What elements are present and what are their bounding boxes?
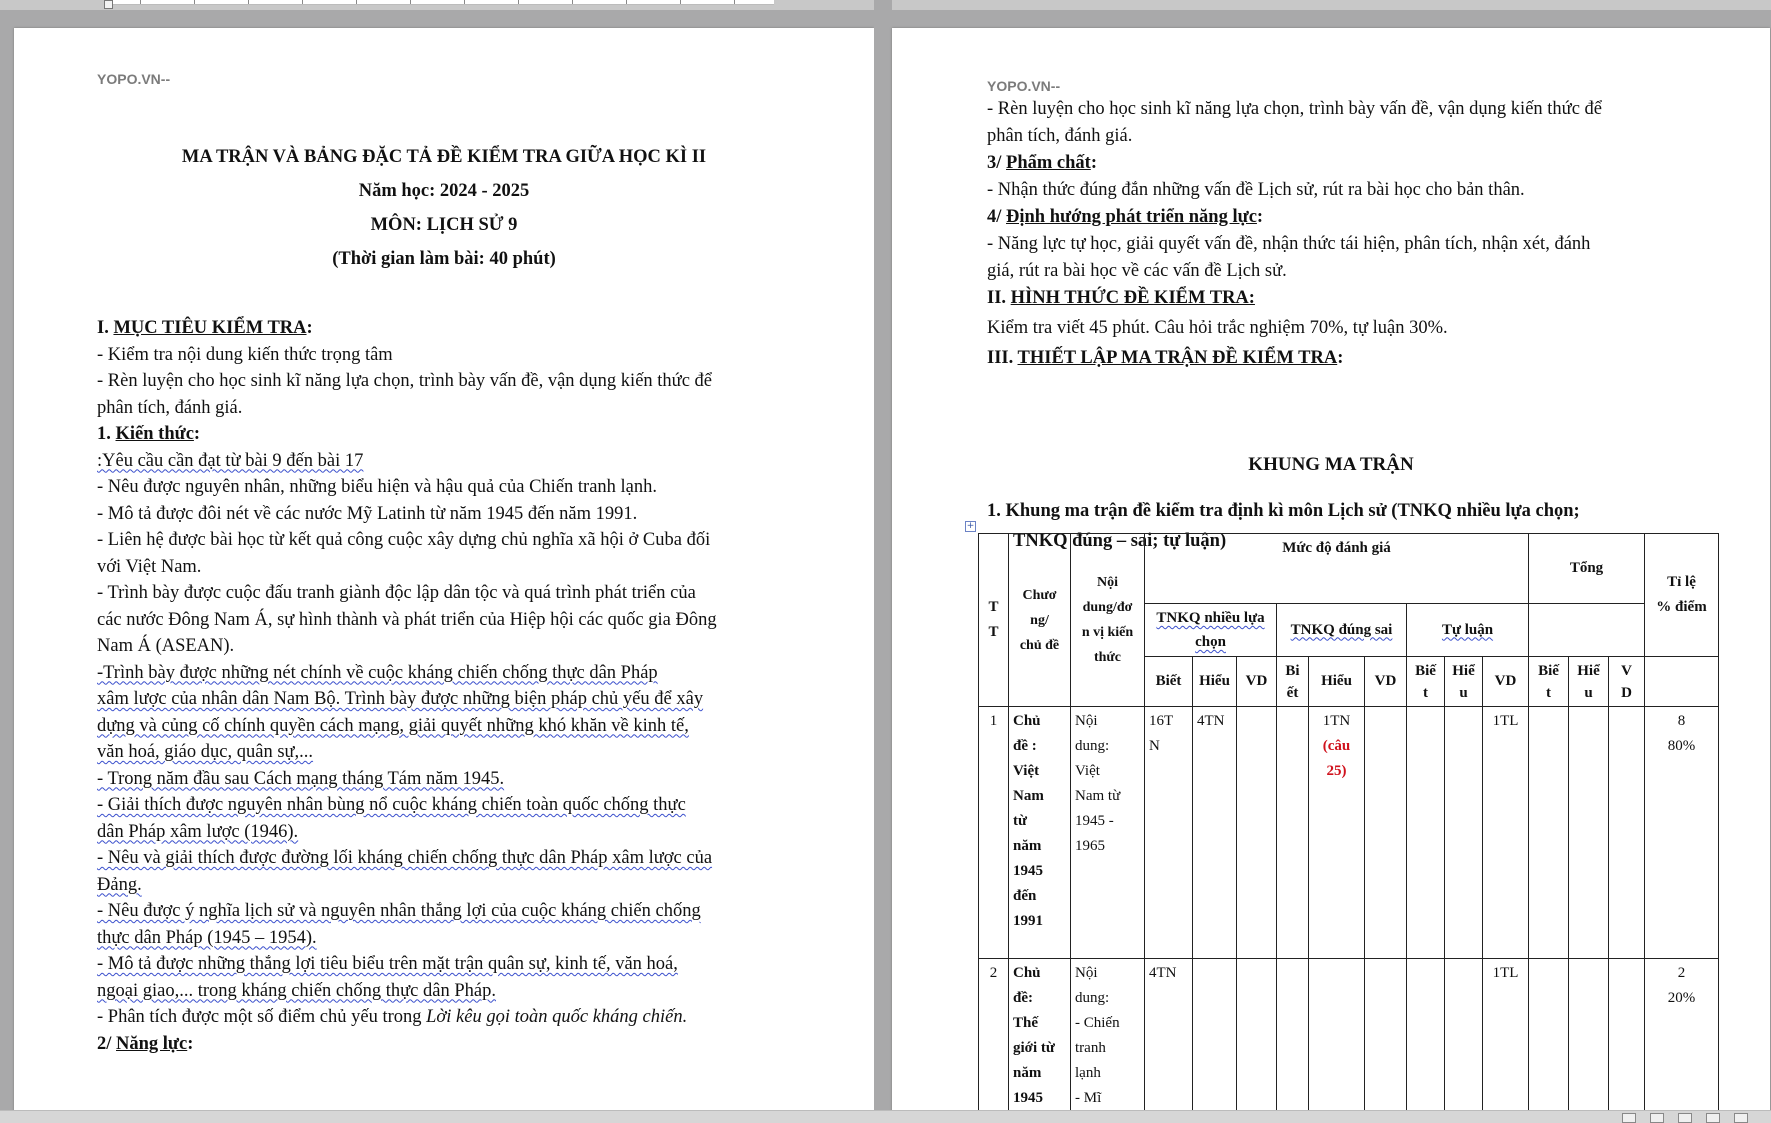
table-row <box>979 959 1719 1119</box>
table-move-handle-icon[interactable]: + <box>966 521 975 531</box>
ruler-tick <box>572 0 573 4</box>
row-content: Nội dung: Việt Nam từ 1945 - 1965 <box>1071 707 1145 959</box>
orientation-heading: 4/ Định hướng phát triển năng lực: <box>987 207 1264 227</box>
row-tf-understand <box>1309 959 1365 1119</box>
ruler-tick <box>410 0 411 4</box>
subheader-cell: Bi ết <box>1277 657 1309 707</box>
status-bar <box>0 1110 1771 1123</box>
knowledge-item: Nam Á (ASEAN). <box>97 636 235 656</box>
subheader-cell: VD <box>1365 657 1407 707</box>
row-tf-understand: 1TN (câu 25) <box>1309 707 1365 959</box>
ruler-tick <box>356 0 357 4</box>
knowledge-item: - Nêu được ý nghĩa lịch sử và nguyên nhân thắng lợi của cuộc kháng chiến chống <box>97 901 701 921</box>
row-total-understand <box>1569 707 1609 959</box>
row-essay-understand <box>1445 707 1483 959</box>
row-tf-apply <box>1365 707 1407 959</box>
matrix-caption-line-1: 1. Khung ma trận đề kiểm tra định kì môn Lịch sử (TNKQ nhiều lựa chọn; <box>987 501 1580 521</box>
row-essay-know <box>1407 707 1445 959</box>
knowledge-item: - Mô tả được đôi nét về các nước Mỹ Latinh từ năm 1945 đến năm 1991. <box>97 503 638 524</box>
ruler-tick <box>518 0 519 4</box>
objective-2a: - Rèn luyện cho học sinh kĩ năng lựa chọn, trình bày vấn đề, vận dụng kiến thức để <box>97 371 712 391</box>
row-score-ratio: 8 80% <box>1645 707 1719 959</box>
subheader-cell: V D <box>1609 657 1645 707</box>
right-body <box>987 96 1602 372</box>
knowledge-item: Đảng. <box>97 874 142 895</box>
ruler-tick <box>680 0 681 4</box>
subheader-cell: Hiểu <box>1193 657 1237 707</box>
row-essay-apply: 1TL <box>1483 959 1529 1119</box>
body-line: - Nhận thức đúng đắn những vấn đề Lịch sử, rút ra bài học cho bản thân. <box>987 180 1525 200</box>
objective-2b: phân tích, đánh giá. <box>97 397 243 418</box>
row-essay-know <box>1407 959 1445 1119</box>
knowledge-item: - Mô tả được những thắng lợi tiêu biểu trên mặt trận quân sự, kinh tế, văn hoá, <box>97 954 678 974</box>
row-total-understand <box>1569 959 1609 1119</box>
matrix-caption-line-2: TNKQ đúng – sai; tự luận) <box>1013 531 1227 551</box>
row-tf-know <box>1277 707 1309 959</box>
subheader-cell: Hiểu <box>1309 657 1365 707</box>
row-content: Nội dung: - Chiến tranh lạnh - Mĩ <box>1071 959 1145 1119</box>
knowledge-item: -Trình bày được những nét chính về cuộc kháng chiến chống thực dân Pháp <box>97 662 658 683</box>
subheader-blank <box>1645 657 1719 707</box>
knowledge-item-last: - Phân tích được một số điểm chủ yếu trong Lời kêu gọi toàn quốc kháng chiến. <box>97 1007 688 1027</box>
ruler-tick <box>734 0 735 4</box>
header-chapter: Chươ ng/ chủ đề <box>1009 534 1071 707</box>
row-mcq-apply <box>1237 959 1277 1119</box>
document-page-right <box>892 28 1770 1123</box>
requirement-line: :Yêu cầu cần đạt từ bài 9 đến bài 17 <box>97 450 364 471</box>
knowledge-item: xâm lược của nhân dân Nam Bộ. Trình bày được những biện pháp chủ yếu để xây <box>97 689 704 709</box>
header-score-ratio: Tỉ lệ % điểm <box>1645 534 1719 657</box>
header-tt: T T <box>979 534 1009 707</box>
full-screen-view-icon[interactable] <box>1650 1113 1664 1123</box>
web-layout-view-icon[interactable] <box>1678 1113 1692 1123</box>
knowledge-item: các nước Đông Nam Á, sự hình thành và phát triển của Hiệp hội các quốc gia Đông <box>97 609 717 630</box>
ruler-tick <box>194 0 195 4</box>
body-line: giá, rút ra bài học về các vấn đề Lịch sử. <box>987 261 1287 281</box>
ruler-tick <box>140 0 141 4</box>
ruler-tick <box>302 0 303 4</box>
quality-heading: 3/ Phẩm chất: <box>987 153 1097 173</box>
knowledge-item: với Việt Nam. <box>97 556 202 577</box>
header-content: Nội dung/đơ n vị kiến thức <box>1071 534 1145 707</box>
draft-view-icon[interactable] <box>1734 1113 1748 1123</box>
section-3-heading: III. THIẾT LẬP MA TRẬN ĐỀ KIỂM TRA: <box>987 348 1344 368</box>
subheader-cell: Hiể u <box>1569 657 1609 707</box>
row-score-ratio: 2 20% <box>1645 959 1719 1119</box>
title-line-4: (Thời gian làm bài: 40 phút) <box>332 249 556 269</box>
table-row <box>979 707 1719 959</box>
knowledge-item: dân Pháp xâm lược (1946). <box>97 821 299 842</box>
competency-heading: 2/ Năng lực: <box>97 1033 194 1054</box>
row-chapter: Chủ đề: Thế giới từ năm 1945 <box>1009 959 1071 1119</box>
knowledge-item: thực dân Pháp (1945 – 1954). <box>97 927 317 948</box>
header-mcq: TNKQ nhiều lựa chọn <box>1145 604 1277 657</box>
row-tt: 2 <box>979 959 1009 1119</box>
knowledge-item: văn hoá, giáo dục, quân sự,... <box>97 742 314 762</box>
ruler-tick <box>464 0 465 4</box>
knowledge-item: ngoại giao,... trong kháng chiến chống thực dân Pháp. <box>97 980 496 1001</box>
print-layout-view-icon[interactable] <box>1622 1113 1636 1123</box>
knowledge-item: - Trình bày được cuộc đấu tranh giành độc lập dân tộc và quá trình phát triển của <box>97 583 696 603</box>
page-header: YOPO.VN-- <box>97 71 171 87</box>
row-tf-know <box>1277 959 1309 1119</box>
subheader-cell: Biết <box>1145 657 1193 707</box>
row-total-know <box>1529 707 1569 959</box>
subheader-cell: VD <box>1483 657 1529 707</box>
table-header-row-1 <box>979 534 1719 604</box>
body-line: - Rèn luyện cho học sinh kĩ năng lựa chọn, trình bày vấn đề, vận dụng kiến thức để <box>987 99 1602 119</box>
row-mcq-know: 16T N <box>1145 707 1193 959</box>
assessment-matrix-table <box>978 533 1719 1119</box>
subheader-cell: Biế t <box>1407 657 1445 707</box>
body-line: Kiểm tra viết 45 phút. Câu hỏi trắc nghiệm 70%, tự luận 30%. <box>987 318 1448 338</box>
knowledge-item: - Trong năm đầu sau Cách mạng tháng Tám năm 1945. <box>97 768 505 789</box>
knowledge-item: - Nêu và giải thích được đường lối kháng chiến chống thực dân Pháp xâm lược của <box>97 848 713 868</box>
knowledge-item: dựng và củng cố chính quyền cách mạng, giải quyết những khó khăn về kinh tế, <box>97 715 689 736</box>
body-line: - Năng lực tự học, giải quyết vấn đề, nhận thức tái hiện, phân tích, nhận xét, đánh <box>987 234 1591 254</box>
objective-1: - Kiểm tra nội dung kiến thức trọng tâm <box>97 344 393 365</box>
knowledge-item: - Nêu được nguyên nhân, những biểu hiện và hậu quả của Chiến tranh lạnh. <box>97 477 658 497</box>
row-total-apply <box>1609 707 1645 959</box>
row-total-apply <box>1609 959 1645 1119</box>
subheader-cell: VD <box>1237 657 1277 707</box>
header-assessment-level: Mức độ đánh giá <box>1145 534 1529 604</box>
ruler-white-area <box>108 0 774 5</box>
row-mcq-know: 4TN <box>1145 959 1193 1119</box>
row-chapter: Chủ đề : Việt Nam từ năm 1945 đến 1991 <box>1009 707 1071 959</box>
page-gap <box>874 0 892 1123</box>
left-body <box>97 315 717 1057</box>
document-title <box>14 140 874 276</box>
row-tt: 1 <box>979 707 1009 959</box>
knowledge-item: - Liên hệ được bài học từ kết quả công cuộc xây dựng chủ nghĩa xã hội ở Cuba đối <box>97 530 711 550</box>
row-total-know <box>1529 959 1569 1119</box>
body-line: phân tích, đánh giá. <box>987 126 1133 146</box>
row-essay-apply: 1TL <box>1483 707 1529 959</box>
row-essay-understand <box>1445 959 1483 1119</box>
title-line-2: Năm học: 2024 - 2025 <box>358 181 530 201</box>
matrix-frame-title: KHUNG MA TRẬN <box>1248 454 1414 475</box>
knowledge-item: - Giải thích được nguyên nhân bùng nổ cuộc kháng chiến toàn quốc chống thực <box>97 795 686 815</box>
document-page-left <box>14 28 874 1123</box>
knowledge-heading: 1. Kiến thức: <box>97 424 201 444</box>
header-true-false: TNKQ đúng sai <box>1277 604 1407 657</box>
row-mcq-apply <box>1237 707 1277 959</box>
header-total-blank <box>1529 604 1645 657</box>
page-header: YOPO.VN-- <box>987 78 1061 94</box>
header-essay: Tự luận <box>1407 604 1529 657</box>
header-total: Tổng <box>1529 534 1645 604</box>
row-tf-apply <box>1365 959 1407 1119</box>
subheader-cell: Hiể u <box>1445 657 1483 707</box>
row-mcq-understand <box>1193 959 1237 1119</box>
subheader-cell: Biế t <box>1529 657 1569 707</box>
ruler-tick <box>626 0 627 4</box>
section-1-heading: I. MỤC TIÊU KIỂM TRA: <box>97 318 313 338</box>
title-line-1: MA TRẬN VÀ BẢNG ĐẶC TẢ ĐỀ KIỂM TRA GIỮA HỌC KÌ II <box>181 147 707 167</box>
section-2-heading: II. HÌNH THỨC ĐỀ KIỂM TRA: <box>987 288 1255 308</box>
ruler-indent-handle[interactable] <box>104 0 113 9</box>
ruler-tick <box>248 0 249 4</box>
row-mcq-understand: 4TN <box>1193 707 1237 959</box>
outline-view-icon[interactable] <box>1706 1113 1720 1123</box>
title-line-3: MÔN: LỊCH SỬ 9 <box>370 215 518 235</box>
